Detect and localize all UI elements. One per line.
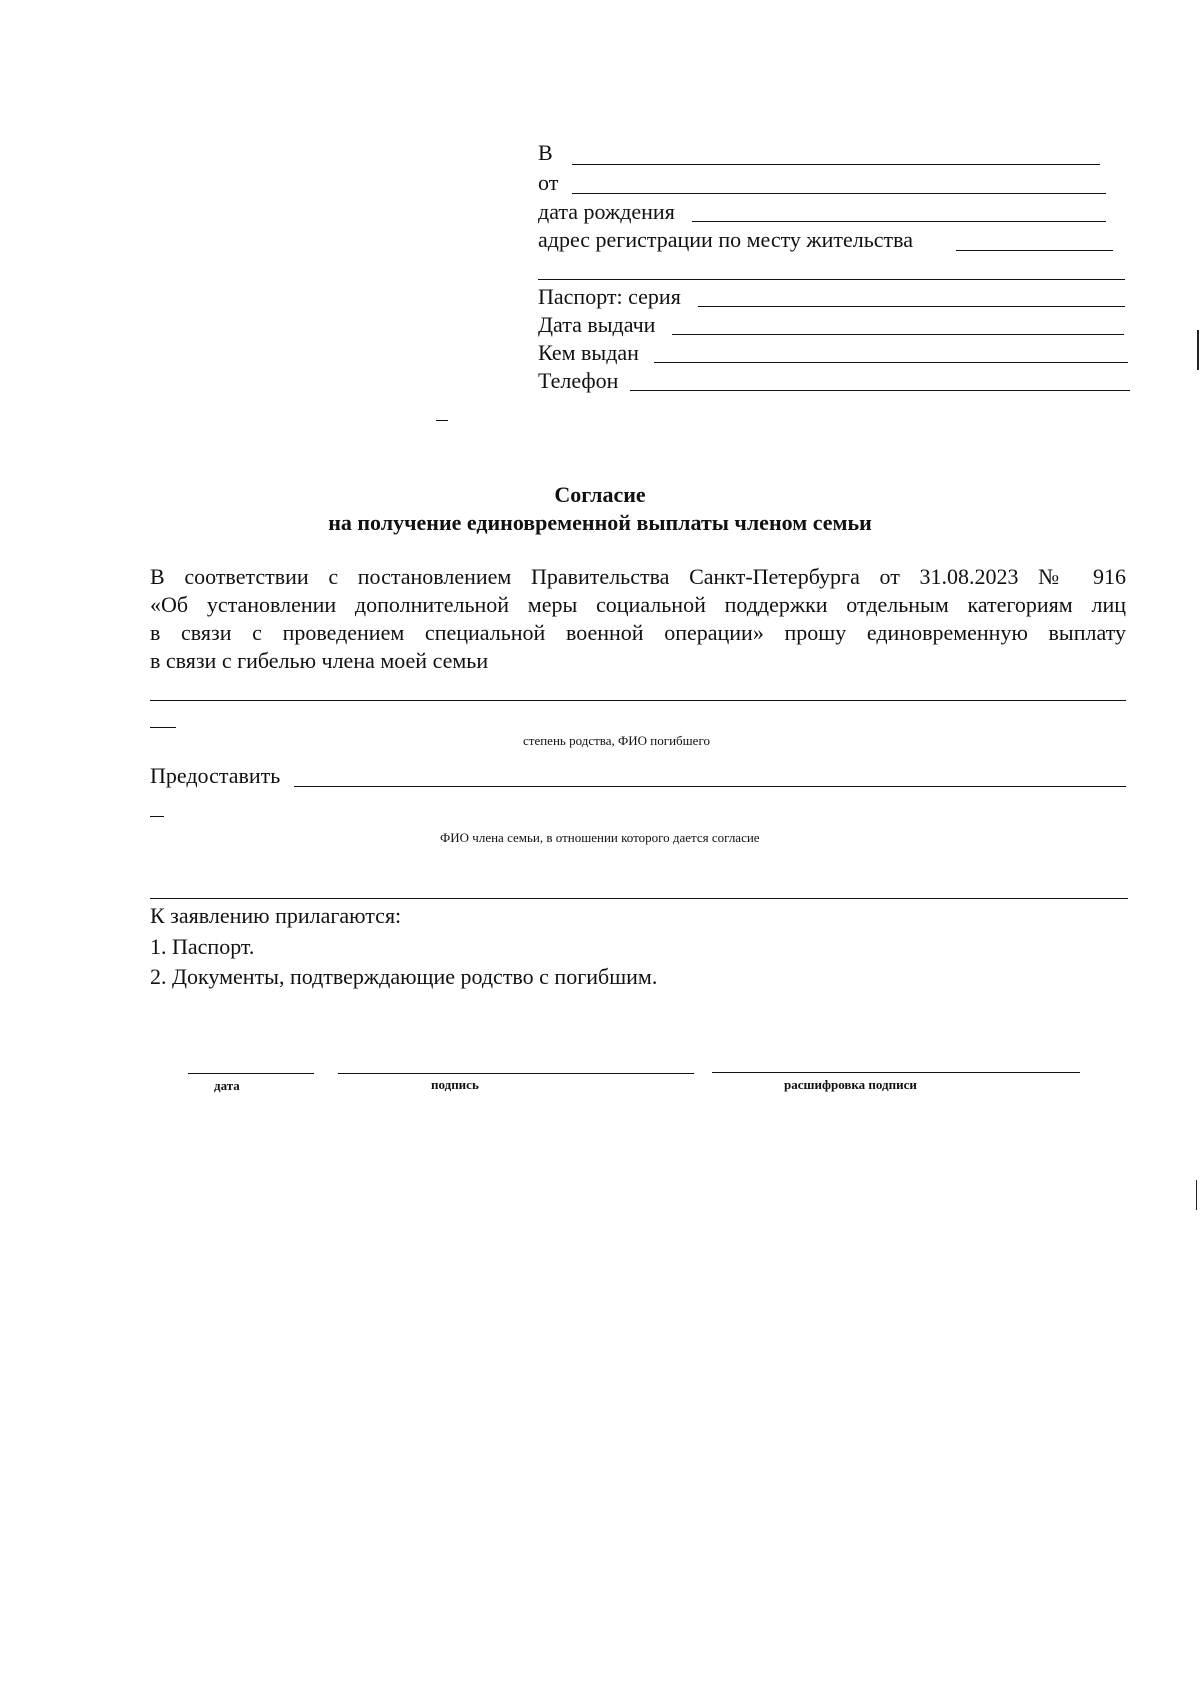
deceased-caption: степень родства, ФИО погибшего (523, 733, 710, 748)
grant-field[interactable] (294, 786, 1126, 787)
body-line: в связи с гибелью члена моей семьи (150, 648, 489, 673)
grant-field-dash (150, 816, 164, 817)
member-field[interactable] (150, 898, 1128, 899)
address-field-line-2[interactable] (538, 279, 1125, 280)
from-field[interactable] (572, 193, 1106, 194)
scan-edge-mark (1197, 330, 1199, 370)
address-label: адрес регистрации по месту жительства (538, 227, 914, 252)
body-line: «Об установлении дополнительной меры социальной поддержки отдельным категориям лиц (150, 592, 1126, 617)
from-label: от (538, 170, 559, 195)
grant-label: Предоставить (150, 763, 281, 788)
date-field[interactable] (188, 1073, 314, 1074)
member-caption: ФИО члена семьи, в отношении которого дается согласие (440, 830, 760, 845)
deceased-field-dash (150, 727, 176, 728)
signature-decode-caption: расшифровка подписи (784, 1077, 917, 1092)
to-field[interactable] (572, 164, 1100, 165)
signature-decode-field[interactable] (712, 1072, 1080, 1073)
issue-date-label: Дата выдачи (538, 312, 656, 337)
body-paragraph (150, 563, 1126, 675)
issued-by-field[interactable] (654, 362, 1128, 363)
to-label: В (538, 140, 553, 165)
birth-date-field[interactable] (692, 221, 1106, 222)
signature-caption: подпись (431, 1077, 479, 1092)
body-line: В соответствии с постановлением Правительства Санкт-Петербурга от 31.08.2023 № 916 (150, 564, 1126, 589)
issue-date-field[interactable] (672, 334, 1124, 335)
attachment-item: 2. Документы, подтверждающие родство с погибшим. (150, 964, 658, 989)
document-title: Согласие (554, 482, 646, 507)
phone-label: Телефон (538, 368, 619, 393)
document-subtitle: на получение единовременной выплаты членом семьи (328, 510, 872, 535)
attachments-heading: К заявлению прилагаются: (150, 903, 402, 928)
deceased-field[interactable] (150, 700, 1126, 701)
issued-by-label: Кем выдан (538, 340, 639, 365)
scan-edge-mark (1196, 1180, 1197, 1210)
signature-field[interactable] (338, 1073, 694, 1074)
passport-series-field[interactable] (698, 306, 1125, 307)
passport-series-label: Паспорт: серия (538, 284, 681, 309)
body-line: в связи с проведением специальной военной операции» прошу единовременную выплату (150, 620, 1126, 645)
address-field[interactable] (956, 250, 1113, 251)
attachment-item: 1. Паспорт. (150, 934, 255, 959)
stray-dash (436, 420, 448, 421)
date-caption: дата (214, 1078, 240, 1093)
birth-date-label: дата рождения (538, 199, 675, 224)
phone-field[interactable] (630, 390, 1130, 391)
